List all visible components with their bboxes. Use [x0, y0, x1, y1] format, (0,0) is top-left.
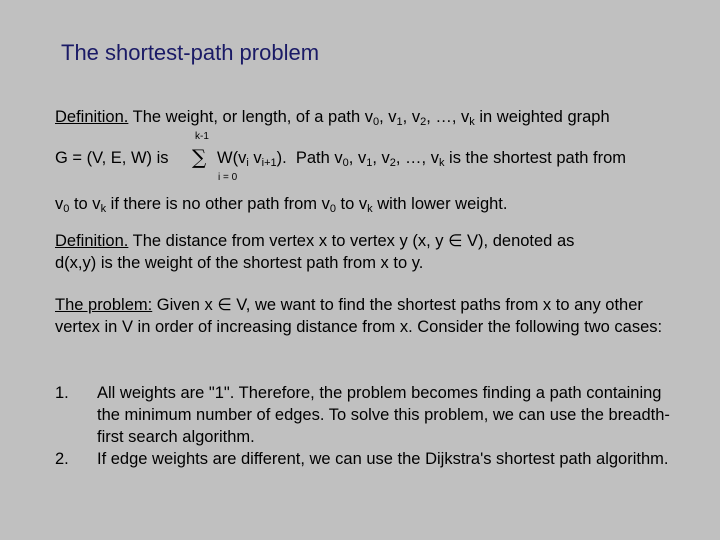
cases-list — [55, 382, 685, 470]
def1-line3-mid2: if there is no other path from v — [106, 195, 330, 213]
def2-line1: The distance from vertex x to vertex y (x, y ∈ V), denoted as — [128, 232, 575, 250]
def1-line1-text: The weight, or length, of a path v — [128, 108, 373, 126]
def1-line1-tail: in weighted graph — [474, 108, 610, 126]
sum-symbol: ∑ — [192, 145, 207, 169]
shortest-suffix: is the shortest path from — [444, 149, 627, 167]
def1-line1: Definition. The weight, or length, of a path $v_0$, $v_1$, $v_2$, …, $v_k$ in weighted graph — [55, 108, 610, 128]
def2-label: Definition. — [55, 232, 129, 250]
slide-title: The shortest-path problem — [61, 40, 320, 65]
def1-line2-rest: $W(v_i$ $v_{i+1}$). Path $v_0$, $v_1$, $v_2$, …, $v_k$ is the shortest path from — [217, 149, 627, 169]
problem-text: Given x ∈ V, we want to find the shortest paths from x to any other vertex in V in order of increasing distance from x. Consider the following two cases: — [55, 296, 663, 336]
sum-lower-limit: i = 0 — [218, 172, 238, 183]
def1-line2-prefix: G = (V, E, W) is — [55, 149, 169, 167]
list-item-number: 1. — [55, 384, 69, 402]
def1-line3-mid: to v — [69, 195, 101, 213]
sum-upper-limit: k-1 — [195, 131, 209, 142]
list-item-text: If edge weights are different, we can use the Dijkstra's shortest path algorithm. — [97, 450, 669, 468]
path-prefix: Path v — [295, 149, 343, 167]
def2-paragraph — [55, 230, 685, 274]
weight-expr: W(v — [217, 149, 247, 167]
problem-label: The problem: — [55, 296, 153, 314]
list-item — [55, 382, 685, 448]
def2-line2: d(x,y) is the weight of the shortest path from x to y. — [55, 254, 424, 272]
list-item-text: All weights are "1". Therefore, the problem becomes finding a path containing the minimum number of edges. To solve this problem, we can use the breadth-first search algorithm. — [97, 384, 670, 446]
list-item — [55, 448, 685, 470]
def1-label: Definition. — [55, 108, 129, 126]
list-item-number: 2. — [55, 450, 69, 468]
def1-line3-end: with lower weight. — [372, 195, 508, 213]
problem-paragraph — [55, 294, 685, 338]
def1-line3: $v_0$ to $v_k$ if there is no other path from $v_0$ to $v_k$ with lower weight. — [55, 195, 508, 215]
